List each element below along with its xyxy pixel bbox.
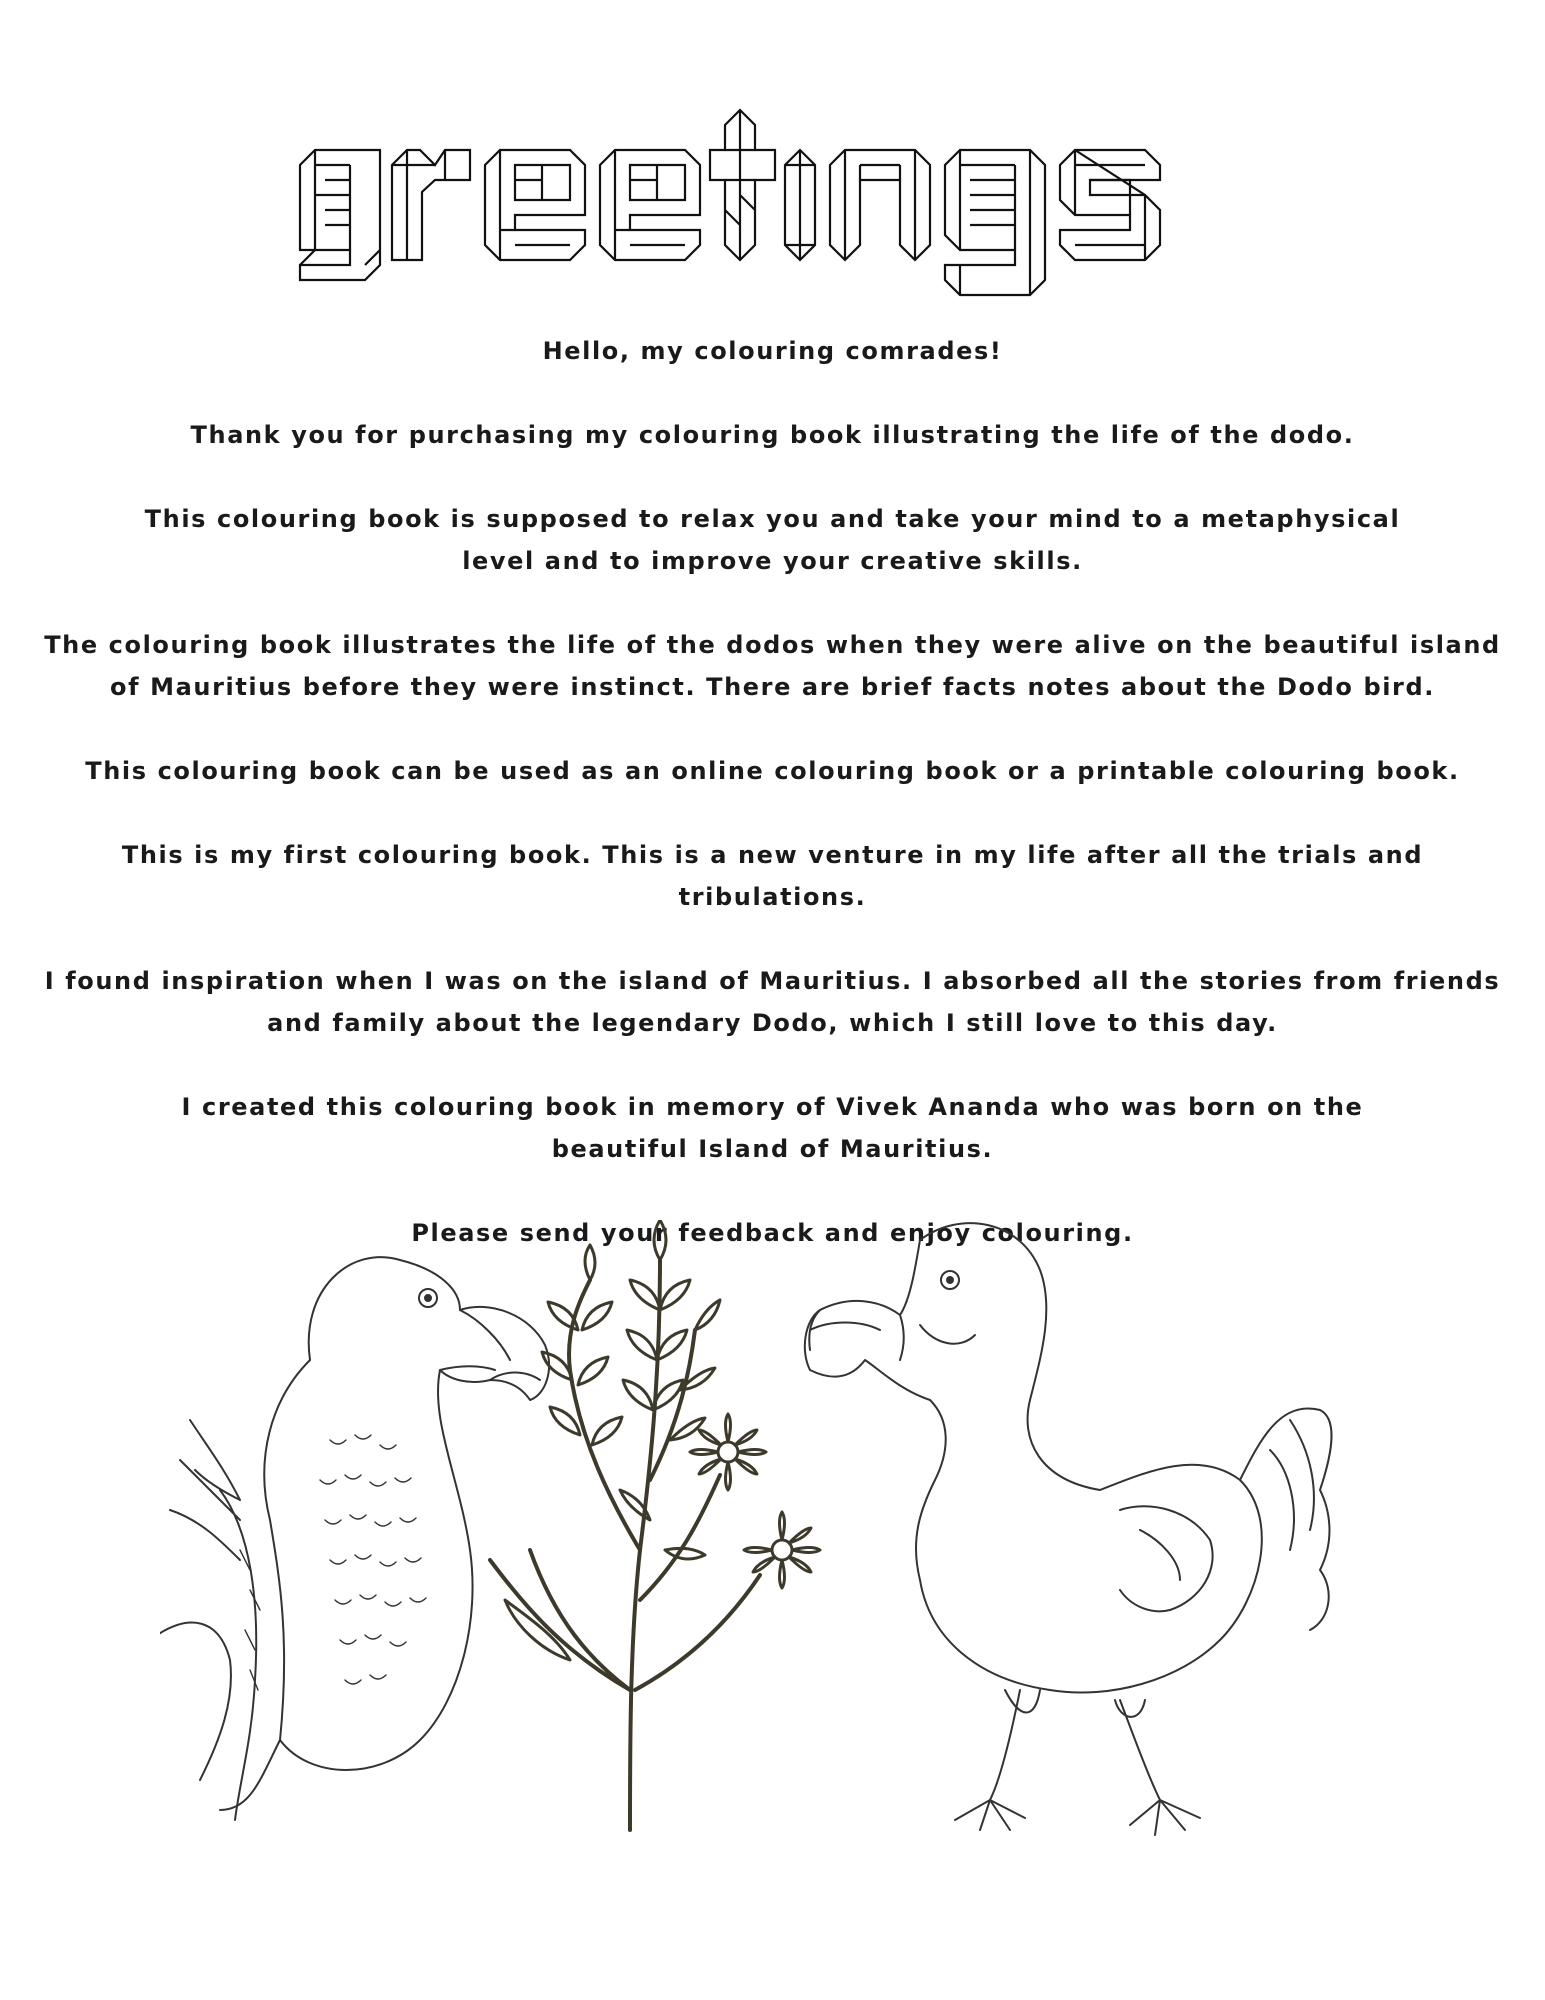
text-line: This is my first colouring book. This is a new venture in my life after all the trials and tribulations. — [121, 841, 1424, 911]
text-line: level and to improve your creative skills. — [462, 547, 1083, 575]
title-letter-r — [392, 150, 470, 260]
dodo-right-illustration — [805, 1223, 1332, 1835]
paragraph-first-book — [40, 834, 1505, 918]
page-title — [270, 100, 1260, 315]
title-letter-t — [710, 110, 775, 260]
text-line: beautiful Island of Mauritius. — [551, 1135, 994, 1163]
title-letter-g2 — [945, 150, 1045, 295]
paragraph-hello — [40, 330, 1505, 372]
title-letter-e2 — [600, 150, 700, 260]
dodo-left-illustration — [160, 1257, 549, 1820]
paragraph-usage — [40, 750, 1505, 792]
title-letter-s — [1060, 150, 1160, 260]
title-letter-n — [830, 150, 930, 260]
text-line: Hello, my colouring comrades! — [542, 337, 1003, 365]
text-line: and family about the legendary Dodo, which I still love to this day. — [267, 1009, 1278, 1037]
paragraph-memory — [40, 1086, 1505, 1170]
greeting-text — [40, 330, 1505, 1296]
text-line: This colouring book can be used as an online colouring book or a printable colouring book. — [85, 757, 1460, 785]
title-letter-e1 — [485, 150, 585, 260]
plant-illustration — [490, 1220, 820, 1830]
text-line: I found inspiration when I was on the island of Mauritius. I absorbed all the stories from friends — [44, 967, 1501, 995]
text-line: I created this colouring book in memory of Vivek Ananda who was born on the — [181, 1093, 1364, 1121]
text-line: The colouring book illustrates the life of the dodos when they were alive on the beautiful island — [44, 631, 1501, 659]
text-line: This colouring book is supposed to relax you and take your mind to a metaphysical — [144, 505, 1401, 533]
paragraph-inspiration — [40, 960, 1505, 1044]
paragraph-illustrates — [40, 624, 1505, 708]
title-lettering — [270, 100, 1260, 315]
text-line: of Mauritius before they were instinct. There are brief facts notes about the Dodo bird. — [110, 673, 1435, 701]
paragraph-purpose — [40, 498, 1505, 582]
text-line: Thank you for purchasing my colouring book illustrating the life of the dodo. — [190, 421, 1355, 449]
title-letter-g1 — [300, 150, 380, 280]
paragraph-thanks — [40, 414, 1505, 456]
illustration-area — [160, 1220, 1340, 1860]
text-line: Please send your feedback and enjoy colouring. — [411, 1219, 1134, 1247]
title-letter-i — [785, 150, 815, 260]
illustration-svg — [160, 1220, 1340, 1860]
